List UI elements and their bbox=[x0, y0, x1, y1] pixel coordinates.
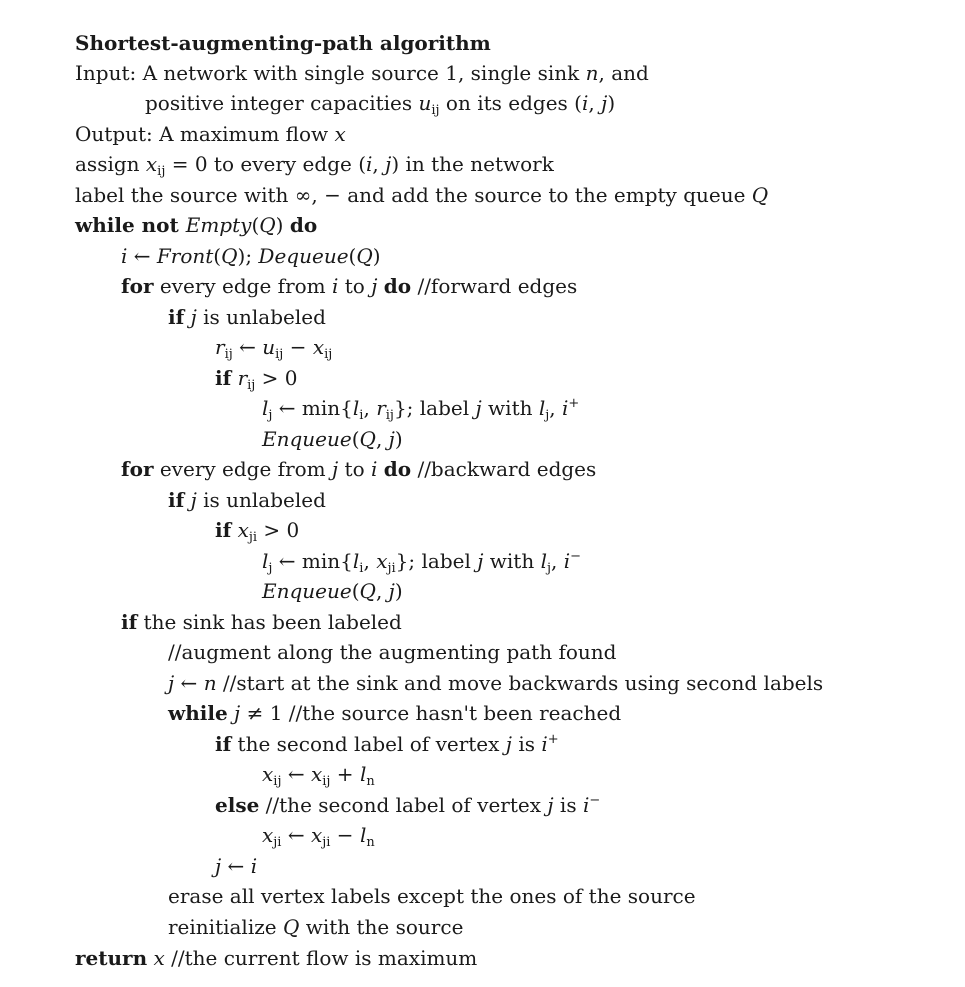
math-symbol: x bbox=[376, 549, 388, 573]
superscript: + bbox=[547, 732, 559, 747]
subscript: ij bbox=[324, 347, 333, 362]
text-fragment: , bbox=[363, 549, 377, 573]
math-symbol: l bbox=[359, 823, 367, 847]
math-symbol: j bbox=[505, 732, 512, 756]
math-symbol: i bbox=[332, 274, 339, 298]
superscript: − bbox=[570, 549, 582, 564]
text-fragment: Input: A network with single source 1, single sink bbox=[75, 61, 586, 85]
code-line bbox=[215, 366, 298, 393]
keyword: if bbox=[121, 610, 138, 634]
text-fragment: //start at the sink and move backwards using second labels bbox=[216, 671, 824, 695]
text-fragment: ← min{ bbox=[272, 549, 353, 573]
text-fragment: }; label bbox=[393, 396, 476, 420]
text-fragment: ← bbox=[232, 335, 263, 359]
text-fragment: , bbox=[551, 549, 564, 573]
subscript: j bbox=[546, 561, 552, 576]
text-fragment: > 0 bbox=[255, 366, 298, 390]
math-symbol: j bbox=[385, 152, 392, 176]
text-fragment: to bbox=[338, 274, 372, 298]
math-symbol: j bbox=[371, 274, 378, 298]
math-symbol: Q bbox=[259, 213, 276, 237]
code-line bbox=[75, 213, 317, 237]
subscript: ij bbox=[157, 164, 166, 179]
code-line bbox=[262, 396, 580, 423]
keyword: while bbox=[168, 701, 228, 725]
subscript: n bbox=[366, 774, 375, 789]
math-symbol: x bbox=[262, 823, 274, 847]
subscript: j bbox=[268, 561, 273, 576]
math-symbol: r bbox=[376, 396, 386, 420]
text-fragment: with the source bbox=[299, 915, 464, 939]
code-line bbox=[215, 854, 257, 878]
subscript: ij bbox=[385, 408, 394, 423]
text-fragment: ( bbox=[213, 244, 222, 268]
code-line bbox=[215, 793, 600, 817]
text-fragment: is bbox=[511, 732, 542, 756]
subscript: ji bbox=[322, 835, 331, 850]
text-fragment: , bbox=[588, 91, 602, 115]
text-fragment: //augment along the augmenting path found bbox=[168, 640, 617, 664]
math-symbol: u bbox=[418, 91, 432, 115]
math-symbol: j bbox=[190, 305, 197, 329]
math-symbol: j bbox=[388, 427, 395, 451]
input-line bbox=[75, 61, 649, 85]
math-symbol: n bbox=[203, 671, 217, 695]
text-fragment: Output: A maximum flow bbox=[75, 122, 335, 146]
keyword: if bbox=[168, 488, 185, 512]
text-fragment: ← bbox=[127, 244, 157, 268]
math-symbol: Q bbox=[359, 579, 376, 603]
code-line bbox=[168, 884, 696, 908]
code-line bbox=[262, 579, 403, 603]
math-symbol: j bbox=[332, 457, 339, 481]
text-fragment: ( bbox=[251, 213, 260, 237]
return-line bbox=[75, 946, 477, 970]
math-symbol: l bbox=[262, 549, 269, 573]
keyword: if bbox=[215, 518, 232, 542]
math-symbol: j bbox=[477, 549, 484, 573]
algorithm-title bbox=[75, 31, 491, 55]
keyword: else bbox=[215, 793, 260, 817]
keyword: do bbox=[289, 213, 318, 237]
code-line bbox=[121, 244, 381, 268]
math-symbol: j bbox=[215, 854, 222, 878]
math-symbol: Q bbox=[359, 427, 376, 451]
math-symbol: i bbox=[562, 396, 569, 420]
text-fragment: is bbox=[553, 793, 583, 817]
text-fragment: > 0 bbox=[257, 518, 300, 542]
math-symbol: l bbox=[352, 549, 360, 573]
text-fragment: //forward edges bbox=[411, 274, 578, 298]
keyword: while not bbox=[75, 213, 186, 237]
text-fragment: ) bbox=[394, 427, 403, 451]
text-fragment: , and bbox=[598, 61, 649, 85]
subscript: j bbox=[268, 408, 273, 423]
code-line bbox=[168, 671, 823, 695]
subscript: ij bbox=[322, 774, 331, 789]
code-line bbox=[168, 915, 463, 939]
text-fragment: assign bbox=[75, 152, 146, 176]
text-fragment: ( bbox=[348, 244, 357, 268]
subscript: i bbox=[359, 561, 364, 576]
text-fragment: ← bbox=[281, 823, 311, 847]
math-symbol: r bbox=[215, 335, 225, 359]
math-symbol: i bbox=[582, 793, 590, 817]
subscript: j bbox=[545, 408, 550, 423]
text-fragment: , bbox=[375, 579, 389, 603]
math-symbol: x bbox=[310, 762, 323, 786]
code-line bbox=[215, 732, 559, 756]
text-fragment: //the current flow is maximum bbox=[164, 946, 478, 970]
text-fragment: every edge from bbox=[153, 457, 332, 481]
code-line bbox=[215, 335, 333, 362]
text-fragment: , bbox=[375, 427, 389, 451]
text-fragment: ← bbox=[281, 762, 311, 786]
math-symbol: Empty bbox=[185, 213, 252, 237]
math-symbol: i bbox=[581, 91, 589, 115]
text-fragment: positive integer capacities bbox=[145, 91, 419, 115]
math-symbol: x bbox=[312, 335, 325, 359]
math-symbol: i bbox=[541, 732, 548, 756]
text-fragment: with bbox=[483, 549, 541, 573]
keyword: for bbox=[121, 274, 154, 298]
text-fragment: the sink has been labeled bbox=[137, 610, 402, 634]
text-fragment: − bbox=[283, 335, 313, 359]
keyword: return bbox=[75, 946, 148, 970]
keyword: do bbox=[383, 274, 412, 298]
superscript: − bbox=[589, 793, 601, 808]
text-fragment: , bbox=[549, 396, 563, 420]
output-line bbox=[75, 122, 346, 146]
math-symbol: x bbox=[145, 152, 158, 176]
math-symbol: j bbox=[601, 91, 608, 115]
code-line bbox=[75, 183, 768, 207]
math-symbol: j bbox=[388, 579, 395, 603]
math-symbol: Q bbox=[356, 244, 373, 268]
math-symbol: i bbox=[563, 549, 571, 573]
math-symbol: l bbox=[262, 396, 269, 420]
text-fragment: ) bbox=[372, 244, 381, 268]
subscript: ji bbox=[248, 530, 258, 545]
code-line bbox=[121, 457, 596, 481]
math-symbol: x bbox=[310, 823, 323, 847]
text-fragment: , bbox=[372, 152, 386, 176]
text-fragment: with bbox=[481, 396, 539, 420]
text-fragment: ) bbox=[275, 213, 290, 237]
text-fragment: ← bbox=[221, 854, 251, 878]
code-line bbox=[75, 152, 554, 179]
code-line bbox=[262, 549, 582, 576]
text-fragment: = 0 to every edge ( bbox=[165, 152, 366, 176]
input-continuation-line bbox=[145, 91, 616, 118]
math-symbol: Q bbox=[221, 244, 238, 268]
text-fragment: //the second label of vertex bbox=[259, 793, 548, 817]
keyword: if bbox=[215, 732, 232, 756]
code-line bbox=[262, 823, 375, 850]
keyword: for bbox=[121, 457, 154, 481]
text-fragment: erase all vertex labels except the ones of the source bbox=[168, 884, 696, 908]
subscript: ij bbox=[247, 378, 256, 393]
text-fragment: label the source with ∞, − and add the source to the empty queue bbox=[75, 183, 752, 207]
text-fragment: reinitialize bbox=[168, 915, 283, 939]
subscript: ji bbox=[387, 561, 396, 576]
math-symbol: Enqueue bbox=[262, 427, 352, 451]
text-fragment: − bbox=[330, 823, 360, 847]
math-symbol: n bbox=[585, 61, 599, 85]
math-symbol: j bbox=[234, 701, 241, 725]
math-symbol: l bbox=[359, 762, 367, 786]
math-symbol: l bbox=[538, 396, 546, 420]
text-fragment: ( bbox=[351, 427, 360, 451]
text-fragment: ) bbox=[607, 91, 616, 115]
math-symbol: i bbox=[371, 457, 378, 481]
superscript: + bbox=[568, 396, 580, 411]
text-fragment: on its edges ( bbox=[439, 91, 582, 115]
text-fragment: is unlabeled bbox=[196, 488, 326, 512]
text-fragment: to bbox=[338, 457, 371, 481]
code-line bbox=[168, 701, 621, 725]
math-symbol: i bbox=[121, 244, 128, 268]
math-symbol: Front bbox=[156, 244, 214, 268]
subscript: n bbox=[366, 835, 375, 850]
code-line bbox=[168, 488, 326, 512]
subscript: ij bbox=[431, 103, 440, 118]
keyword: do bbox=[383, 457, 412, 481]
math-symbol: Q bbox=[282, 915, 300, 939]
text-fragment: the second label of vertex bbox=[231, 732, 506, 756]
subscript: ji bbox=[273, 835, 282, 850]
text-fragment: ← bbox=[174, 671, 204, 695]
text-fragment: , bbox=[363, 396, 377, 420]
code-line bbox=[215, 518, 300, 545]
code-line bbox=[168, 640, 616, 664]
code-line bbox=[262, 427, 403, 451]
text-fragment: ) bbox=[394, 579, 403, 603]
code-line bbox=[121, 274, 577, 298]
text-fragment: ← min{ bbox=[272, 396, 353, 420]
math-symbol: j bbox=[190, 488, 197, 512]
text-fragment: ); bbox=[237, 244, 259, 268]
math-symbol: r bbox=[237, 366, 248, 390]
text-fragment: ( bbox=[351, 579, 360, 603]
code-line bbox=[121, 610, 402, 634]
keyword: if bbox=[168, 305, 185, 329]
code-line bbox=[168, 305, 326, 329]
math-symbol: x bbox=[262, 762, 274, 786]
text-fragment: ≠ 1 //the source hasn't been reached bbox=[240, 701, 622, 725]
subscript: ij bbox=[224, 347, 233, 362]
math-symbol: l bbox=[352, 396, 360, 420]
text-fragment: every edge from bbox=[153, 274, 332, 298]
math-symbol: x bbox=[237, 518, 249, 542]
math-symbol: j bbox=[168, 671, 175, 695]
math-symbol: Dequeue bbox=[258, 244, 349, 268]
subscript: ij bbox=[273, 774, 282, 789]
text-fragment: is unlabeled bbox=[196, 305, 326, 329]
text-fragment: //backward edges bbox=[411, 457, 597, 481]
math-symbol: Q bbox=[751, 183, 769, 207]
math-symbol: x bbox=[334, 122, 346, 146]
subscript: i bbox=[359, 408, 364, 423]
code-line bbox=[262, 762, 375, 789]
math-symbol: u bbox=[262, 335, 276, 359]
text-fragment: }; label bbox=[395, 549, 478, 573]
math-symbol: l bbox=[540, 549, 547, 573]
text-fragment: + bbox=[330, 762, 360, 786]
math-symbol: i bbox=[366, 152, 373, 176]
math-symbol: j bbox=[547, 793, 554, 817]
subscript: ij bbox=[275, 347, 284, 362]
keyword: Shortest-augmenting-path algorithm bbox=[75, 31, 491, 55]
text-fragment: ) in the network bbox=[391, 152, 554, 176]
math-symbol: i bbox=[250, 854, 258, 878]
keyword: if bbox=[215, 366, 232, 390]
math-symbol: x bbox=[153, 946, 165, 970]
math-symbol: Enqueue bbox=[262, 579, 352, 603]
math-symbol: j bbox=[475, 396, 482, 420]
